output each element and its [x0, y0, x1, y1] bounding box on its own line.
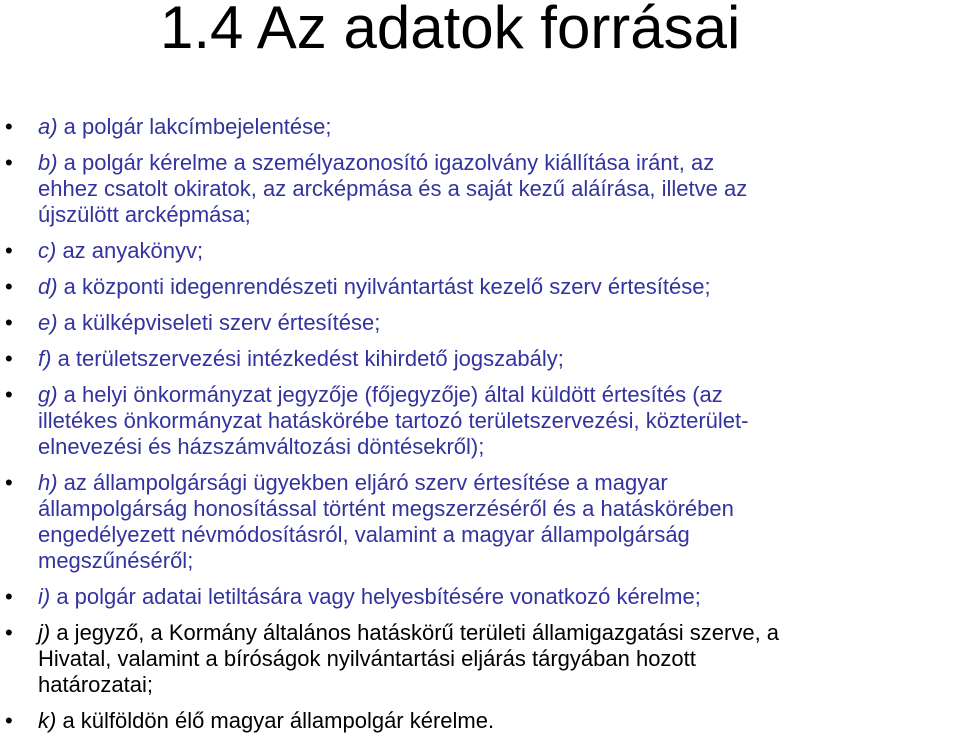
list-item [0, 310, 960, 336]
item-label: f) [38, 346, 52, 371]
text-line [38, 434, 956, 460]
text-line [38, 620, 956, 646]
bullet-icon: • [5, 150, 13, 175]
list-item-text [38, 274, 956, 300]
list-item [0, 584, 960, 610]
text-line [38, 496, 956, 522]
bullet-icon: • [5, 346, 13, 371]
list-item [0, 382, 960, 460]
item-label: d) [38, 274, 58, 299]
list-item-text [38, 346, 956, 372]
text-line [38, 408, 956, 434]
bullet-icon: • [5, 708, 13, 733]
list-item [0, 114, 960, 140]
list-item [0, 150, 960, 228]
item-text: ehhez csatolt okiratok, az arcképmása és a saját kezű aláírása, illetve az [38, 176, 748, 201]
item-text: az állampolgársági ügyekben eljáró szerv értesítése a magyar [57, 470, 668, 495]
item-text: határozatai; [38, 672, 153, 697]
list-item [0, 620, 960, 698]
item-text: a jegyző, a Kormány általános hatáskörű területi államigazgatási szerve, a [50, 620, 780, 645]
item-text: elnevezési és házszámváltozási döntésekről); [38, 434, 485, 459]
text-line [38, 522, 956, 548]
bullet-icon: • [5, 470, 13, 495]
text-line [38, 548, 956, 574]
item-text: illetékes önkormányzat hatáskörébe tartozó területszervezési, közterület- [38, 408, 749, 433]
item-label: g) [38, 382, 58, 407]
list-item-text [38, 150, 956, 228]
item-label: c) [38, 238, 57, 263]
item-text: a polgár lakcímbejelentése; [57, 114, 332, 139]
list-item [0, 470, 960, 574]
list-item [0, 346, 960, 372]
list-item-text [38, 620, 956, 698]
item-text: a külképviseleti szerv értesítése; [57, 310, 381, 335]
text-line [38, 176, 956, 202]
text-line [38, 382, 956, 408]
item-text: a külföldön élő magyar állampolgár kérelme. [56, 708, 495, 733]
item-label: b) [38, 150, 58, 175]
text-line [38, 708, 956, 734]
slide-title: 1.4 Az adatok forrásai [160, 0, 741, 61]
list-item-text [38, 114, 956, 140]
text-line [38, 238, 956, 264]
bullet-icon: • [5, 584, 13, 609]
text-line [38, 150, 956, 176]
bullet-icon: • [5, 310, 13, 335]
bullet-list [0, 114, 960, 744]
list-item-text [38, 238, 956, 264]
item-label: e) [38, 310, 58, 335]
item-label: a) [38, 114, 58, 139]
text-line [38, 114, 956, 140]
bullet-icon: • [5, 238, 13, 263]
item-label: k) [38, 708, 57, 733]
item-text: megszűnéséről; [38, 548, 194, 573]
item-text: az anyakönyv; [56, 238, 204, 263]
text-line [38, 672, 956, 698]
text-line [38, 346, 956, 372]
item-text: újszülött arcképmása; [38, 202, 251, 227]
item-text: Hivatal, valamint a bíróságok nyilvántartási eljárás tárgyában hozott [38, 646, 696, 671]
text-line [38, 202, 956, 228]
bullet-icon: • [5, 274, 13, 299]
list-item [0, 274, 960, 300]
text-line [38, 646, 956, 672]
list-item-text [38, 382, 956, 460]
item-text: a helyi önkormányzat jegyzője (főjegyzője) által küldött értesítés (az [57, 382, 723, 407]
bullet-icon: • [5, 114, 13, 139]
item-label: i) [38, 584, 51, 609]
list-item-text [38, 310, 956, 336]
item-text: a központi idegenrendészeti nyilvántartást kezelő szerv értesítése; [57, 274, 711, 299]
item-text: a polgár kérelme a személyazonosító igazolvány kiállítása iránt, az [57, 150, 715, 175]
item-text: engedélyezett névmódosításról, valamint a magyar állampolgárság [38, 522, 690, 547]
list-item-text [38, 584, 956, 610]
text-line [38, 584, 956, 610]
list-item-text [38, 708, 956, 734]
list-item [0, 708, 960, 734]
item-label: j) [38, 620, 51, 645]
item-text: a polgár adatai letiltására vagy helyesbítésére vonatkozó kérelme; [50, 584, 701, 609]
item-label: h) [38, 470, 58, 495]
bullet-icon: • [5, 382, 13, 407]
text-line [38, 310, 956, 336]
list-item-text [38, 470, 956, 574]
list-item [0, 238, 960, 264]
text-line [38, 274, 956, 300]
item-text: a területszervezési intézkedést kihirdető jogszabály; [51, 346, 564, 371]
bullet-icon: • [5, 620, 13, 645]
item-text: állampolgárság honosítással történt megszerzéséről és a hatáskörében [38, 496, 734, 521]
text-line [38, 470, 956, 496]
